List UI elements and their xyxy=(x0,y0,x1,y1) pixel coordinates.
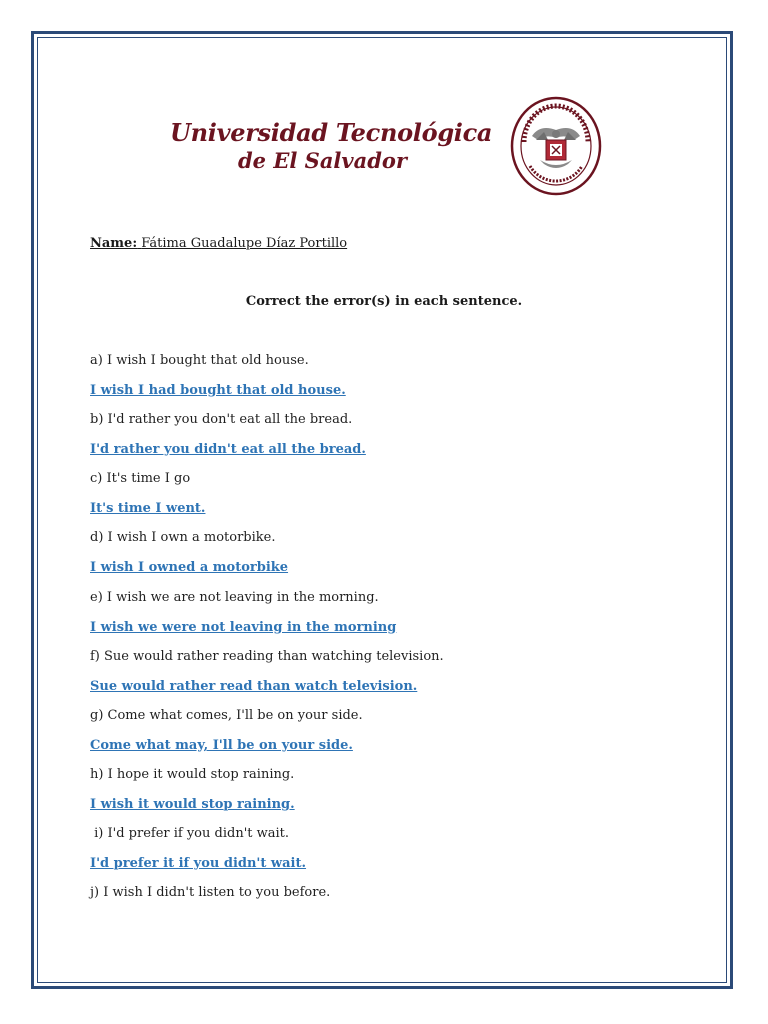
answer-f: Sue would rather read than watch television. xyxy=(90,679,418,694)
student-name-value: Fátima Guadalupe Díaz Portillo xyxy=(141,236,348,251)
answer-a: I wish I had bought that old house. xyxy=(90,383,346,398)
question-f: f) Sue would rather reading than watching television. xyxy=(90,649,444,664)
name-label: Name: xyxy=(90,236,138,251)
question-b: b) I'd rather you don't eat all the bread. xyxy=(90,412,353,427)
answer-d: I wish I owned a motorbike xyxy=(90,560,289,575)
answer-g: Come what may, I'll be on your side. xyxy=(90,738,353,753)
answer-e: I wish we were not leaving in the morning xyxy=(90,620,397,635)
question-c: c) It's time I go xyxy=(90,471,191,486)
answer-b: I'd rather you didn't eat all the bread. xyxy=(90,442,366,457)
question-j: j) I wish I didn't listen to you before. xyxy=(90,885,331,900)
answer-h: I wish it would stop raining. xyxy=(90,797,295,812)
student-name-line xyxy=(90,236,347,251)
question-g: g) Come what comes, I'll be on your side. xyxy=(90,708,363,723)
question-e: e) I wish we are not leaving in the morning. xyxy=(90,590,379,605)
university-seal-icon xyxy=(510,96,602,196)
document-header xyxy=(170,96,610,200)
question-a: a) I wish I bought that old house. xyxy=(90,353,309,368)
answer-i: I'd prefer it if you didn't wait. xyxy=(90,856,307,871)
question-i: i) I'd prefer if you didn't wait. xyxy=(90,826,290,841)
question-d: d) I wish I own a motorbike. xyxy=(90,530,276,545)
university-wordmark xyxy=(170,118,505,174)
university-name-line2: de El Salvador xyxy=(238,148,407,173)
university-name-line1: Universidad Tecnológica xyxy=(170,118,493,147)
question-h: h) I hope it would stop raining. xyxy=(90,767,295,782)
instruction-heading: Correct the error(s) in each sentence. xyxy=(245,294,523,309)
answer-c: It's time I went. xyxy=(90,501,206,516)
